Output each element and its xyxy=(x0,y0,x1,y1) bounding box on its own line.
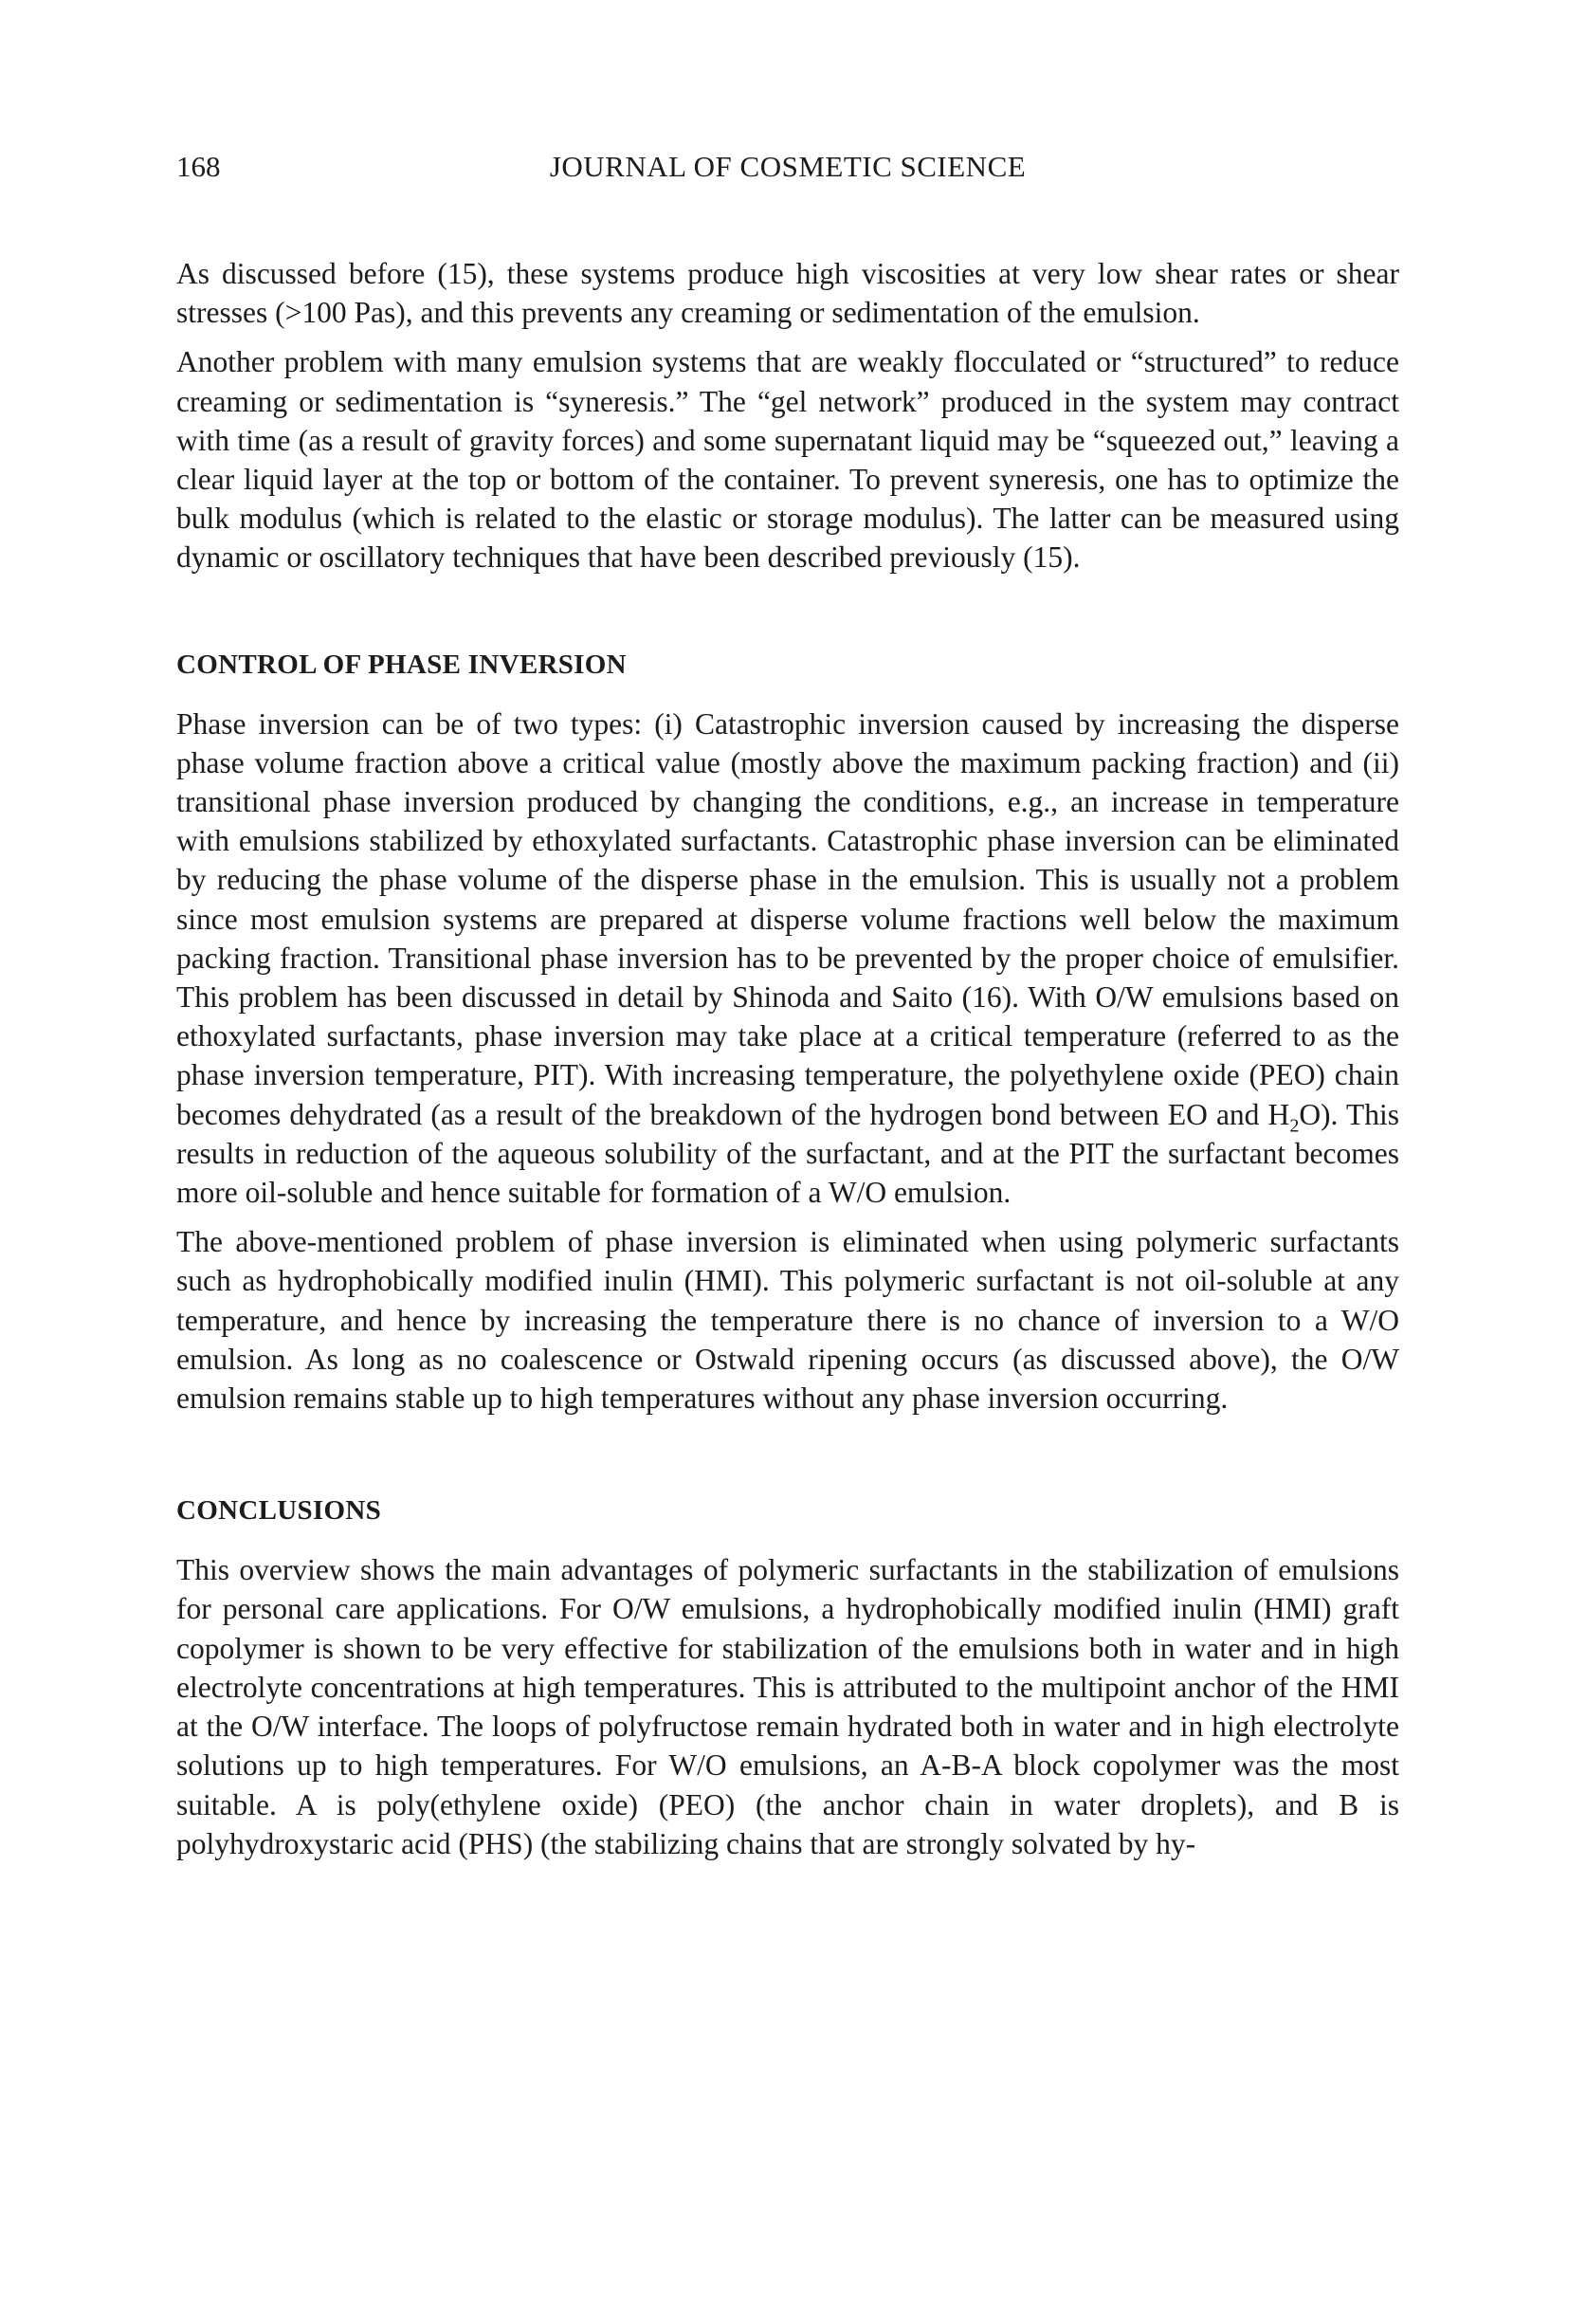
subscript-2: 2 xyxy=(1289,1114,1300,1136)
section-heading-conclusions: CONCLUSIONS xyxy=(176,1495,382,1527)
journal-title: JOURNAL OF COSMETIC SCIENCE xyxy=(549,150,1027,183)
body-paragraph-2: Another problem with many emulsion systems that are weakly flocculated or “structured” to reduce creaming or sedimentation is “syneresis.” The “gel network” produced in the system may contract with time (as a result of gravity forces) and some supernatant liquid may be “squeezed out,” leaving a clear liquid layer at the top or bottom of the container. To prevent syneresis, one has to optimize the bulk modulus (which is related to the elastic or storage modulus). The latter can be measured using dynamic or oscillatory techniques that have been described previously (15). xyxy=(176,345,1399,575)
phase-inversion-paragraph-2: The above-mentioned problem of phase inversion is eliminated when using polymeric surfactants such as hydrophobically modified inulin (HMI). This polymeric surfactant is not oil-soluble at any temperature, and hence by increasing the temperature there is no chance of inversion to a W/O emulsion. As long as no coalescence or Ostwald ripening occurs (as discussed above), the O/W emulsion remains stable up to high temperatures without any phase inversion occurring. xyxy=(176,1225,1399,1416)
phase-inversion-paragraph-1 xyxy=(176,705,1399,1213)
phase-inversion-text-part-1: Phase inversion can be of two types: (i) Catastrophic inversion caused by increasing the disperse phase volume fraction above a critical value (mostly above the maximum packing fraction) and (ii) transitional phase inversion produced by changing the conditions, e.g., an increase in temperature with emulsions stabilized by ethoxylated surfactants. Catastrophic phase inversion can be eliminated by reducing the phase volume of the disperse phase in the emulsion. This is usually not a problem since most emulsion systems are prepared at disperse volume fractions well below the maximum packing fraction. Transitional phase inversion has to be prevented by the proper choice of emulsifier. This problem has been discussed in detail by Shinoda and Saito (16). With O/W emulsions based on ethoxylated surfactants, phase inversion may take place at a critical temperature (referred to as the phase inversion temperature, PIT). With increasing temperature, the polyethylene oxide (PEO) chain becomes dehydrated (as a result of the breakdown of the hydrogen bond between EO and H xyxy=(176,706,1399,1131)
page-number: 168 xyxy=(176,150,221,183)
article-body xyxy=(176,254,1399,1863)
body-paragraph-1: As discussed before (15), these systems produce high viscosities at very low shear rates or shear stresses (>100 Pas), and this prevents any creaming or sedimentation of the emulsion. xyxy=(176,257,1399,330)
phase-inversion-text-part-2: O). This results in reduction of the aqueous solubility of the surfactant, and at the PIT the surfactant becomes more oil-soluble and hence suitable for formation of a W/O emulsion. xyxy=(176,1097,1399,1210)
conclusions-paragraph-1: This overview shows the main advantages of polymeric surfactants in the stabilization of emulsions for personal care applications. For O/W emulsions, a hydrophobically modified inulin (HMI) graft copolymer is shown to be very effective for stabilization of the emulsions both in water and in high electrolyte concentrations at high temperatures. This is attributed to the multipoint anchor of the HMI at the O/W interface. The loops of polyfructose remain hydrated both in water and in high electrolyte solutions up to high temperatures. For W/O emulsions, an A-B-A block copolymer was the most suitable. A is poly(ethylene oxide) (PEO) (the anchor chain in water droplets), and B is polyhydroxystaric acid (PHS) (the stabilizing chains that are strongly solvated by hy- xyxy=(176,1553,1399,1860)
running-header xyxy=(176,150,1399,192)
section-heading-phase-inversion: CONTROL OF PHASE INVERSION xyxy=(176,649,627,680)
